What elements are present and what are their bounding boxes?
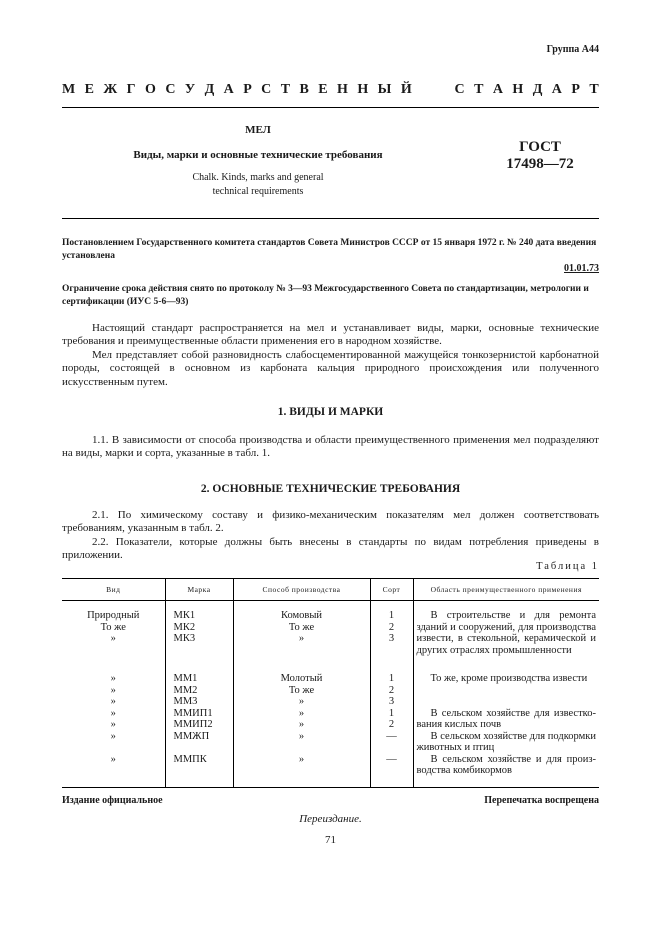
cell-mark: МК3	[165, 633, 233, 673]
banner-letter: А	[223, 82, 234, 97]
decree-text: Постановлением Государственного комитета стандартов Совета Министров СССР от 15 января 1972 г. № 240 дата введения установлена	[62, 238, 597, 261]
banner-letter: А	[492, 82, 503, 97]
table-row	[62, 610, 599, 622]
clause-2-1: 2.1. По химическому составу и физико-механическим показателям мел должен соответствовать требованиям, указанным в табл. 2.	[62, 509, 599, 535]
cell-kind: »	[110, 707, 116, 719]
cell-mark: ММПК	[165, 754, 233, 777]
cell-kind: »	[110, 673, 116, 684]
banner-letter: Ы	[377, 82, 392, 97]
cell-kind: »	[110, 696, 116, 707]
banner-letter: У	[184, 82, 196, 97]
table-header-row	[62, 579, 599, 601]
cell-area-text: В строительстве и для ремонта зданий и сооружений, для производства извести, в стекольной, керамической и других отраслях промышленности	[416, 610, 596, 656]
cell-method: »	[233, 696, 370, 708]
cell-mark: ММ2	[165, 685, 233, 697]
column-header-method: Способ производства	[233, 579, 370, 601]
cell-area-text: В сельском хозяйстве для известкования кислых почв	[416, 707, 596, 730]
cell-method: »	[233, 754, 370, 777]
cell-kind: »	[110, 719, 116, 730]
cell-area	[413, 754, 599, 777]
cell-method: То же	[233, 622, 370, 634]
reissue-note: Переиздание.	[299, 813, 362, 825]
reprint-forbidden-label: Перепечатка воспрещена	[484, 795, 599, 806]
banner-letter: Д	[204, 82, 215, 97]
cell-mark: ММИП2	[165, 719, 233, 731]
column-header-area: Область преимущественного применения	[413, 579, 599, 601]
banner-letter: С	[165, 82, 176, 97]
cell-area	[413, 685, 599, 697]
cell-area-text: То же, кроме производства извести	[430, 673, 588, 684]
cell-grade: 2	[370, 685, 413, 697]
cell-mark: ММЖП	[165, 731, 233, 754]
standard-banner	[62, 82, 599, 98]
table-row	[62, 696, 599, 708]
cell-method: »	[233, 708, 370, 720]
cell-method: »	[233, 719, 370, 731]
column-header-grade: Сорт	[370, 579, 413, 601]
banner-letter: Т	[474, 82, 484, 97]
english-title-line-2: technical requirements	[212, 186, 304, 197]
cell-area-text: В сельском хозяйстве для подкормки животных и птиц	[416, 730, 596, 753]
cell-area-text: В сельском хозяйстве и для производства комбикормов	[416, 753, 596, 776]
table-row	[62, 754, 599, 777]
cell-grade: 3	[370, 696, 413, 708]
banner-letter: Е	[318, 82, 328, 97]
cell-area	[413, 708, 599, 731]
table-row	[62, 685, 599, 697]
paragraph-definition: Мел представляет собой разновидность слабосцементированной мажущейся тонкозернистой карбонатной породы, состоящей в основном из карбоната кальция природного происхождения или полученного искусственным путем.	[62, 348, 599, 388]
table-row	[62, 673, 599, 685]
cell-area	[413, 673, 599, 685]
cell-method: »	[233, 731, 370, 754]
banner-letter: О	[145, 82, 156, 97]
banner-letter: С	[454, 82, 465, 97]
cell-method: Молотый	[233, 673, 370, 685]
official-edition-label: Издание официальное	[62, 795, 163, 806]
cell-mark: ММ1	[165, 673, 233, 685]
cell-grade: 1	[370, 610, 413, 622]
banner-letter: Т	[589, 82, 599, 97]
section-heading-1: 1. ВИДЫ И МАРКИ	[277, 406, 384, 418]
banner-letter: Ж	[103, 82, 118, 97]
cell-grade: —	[370, 731, 413, 754]
banner-letter: С	[261, 82, 272, 97]
cell-kind: »	[110, 753, 116, 765]
cell-kind: »	[110, 730, 116, 742]
title-rule	[62, 218, 599, 219]
intro-paragraphs	[62, 322, 599, 389]
product-name: МЕЛ	[245, 124, 271, 136]
banner-gap	[421, 82, 445, 98]
table-row	[62, 708, 599, 720]
cell-kind: То же	[100, 621, 126, 633]
cell-grade: 2	[370, 622, 413, 634]
column-header-kind: Вид	[62, 579, 165, 601]
cell-area	[413, 731, 599, 754]
column-header-mark: Марка	[165, 579, 233, 601]
cell-mark: ММ3	[165, 696, 233, 708]
banner-letter: Р	[243, 82, 252, 97]
table-row	[62, 731, 599, 754]
clause-1-1-block	[62, 434, 599, 461]
paragraph-scope: Настоящий стандарт распространяется на мел и устанавливает виды, марки, основные технические требования и преимущественные области применения его в народном хозяйстве.	[62, 322, 599, 348]
standard-subtitle: Виды, марки и основные технические требования	[133, 149, 383, 161]
banner-letter: В	[299, 82, 309, 97]
banner-letter: Г	[126, 82, 136, 97]
gost-number: 17498—72	[506, 156, 574, 172]
clause-1-1: 1.1. В зависимости от способа производства и области преимущественного применения мел подразделяют на виды, марки и сорта, указанные в табл. 1.	[62, 434, 599, 460]
banner-letter: Й	[400, 82, 412, 97]
table-1	[62, 578, 599, 788]
page-number: 71	[325, 834, 336, 846]
clause-2-2: 2.2. Показатели, которые должны быть внесены в стандарты по видам потребления приведены в приложении.	[62, 535, 599, 562]
cell-mark: МК2	[165, 622, 233, 634]
cell-grade: 3	[370, 633, 413, 673]
cell-grade: 1	[370, 708, 413, 720]
cell-kind: »	[110, 633, 116, 644]
banner-letter: Д	[532, 82, 543, 97]
banner-letter: Е	[84, 82, 94, 97]
cell-mark: МК1	[165, 610, 233, 622]
english-title-line-1: Chalk. Kinds, marks and general	[192, 172, 324, 183]
cell-grade: 2	[370, 719, 413, 731]
banner-letter: А	[551, 82, 562, 97]
cell-kind: Природный	[87, 610, 140, 621]
banner-letter: Т	[280, 82, 291, 97]
cell-mark: ММИП1	[165, 708, 233, 720]
gost-label: ГОСТ	[519, 139, 561, 155]
cell-area	[413, 610, 599, 673]
section-heading-2: 2. ОСНОВНЫЕ ТЕХНИЧЕСКИЕ ТРЕБОВАНИЯ	[200, 483, 461, 495]
banner-letter: Н	[337, 82, 348, 97]
cell-method: »	[233, 633, 370, 673]
cell-area	[413, 696, 599, 708]
header-rule	[62, 107, 599, 108]
limitation-note: Ограничение срока действия снято по протоколу № 3—93 Межгосударственного Совета по стандартизации, метрологии и сертификации (ИУС 5-6—93)	[62, 284, 589, 307]
cell-grade: 1	[370, 673, 413, 685]
introduction-date: 01.01.73	[564, 263, 599, 274]
banner-letter: Н	[512, 82, 524, 97]
group-code: Группа А44	[546, 44, 599, 55]
cell-kind: »	[110, 684, 116, 696]
banner-letter: М	[62, 82, 76, 97]
banner-letter: Н	[357, 82, 369, 97]
cell-method: Комовый	[233, 610, 370, 622]
banner-letter: Р	[571, 82, 580, 97]
cell-grade: —	[370, 754, 413, 777]
cell-method: То же	[233, 685, 370, 697]
table-caption: Таблица 1	[536, 561, 599, 572]
clause-2-block	[62, 509, 599, 563]
